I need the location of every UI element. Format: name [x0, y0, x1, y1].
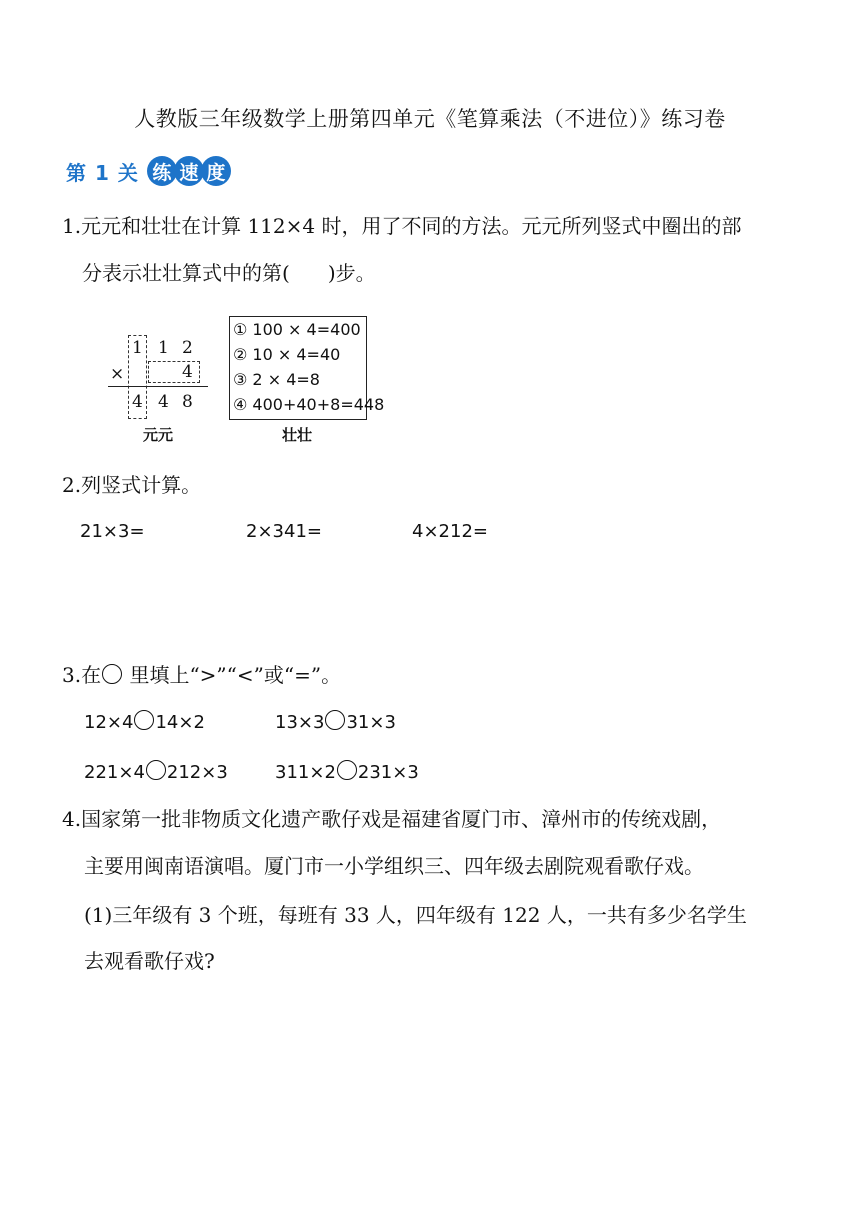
q3-compare-2	[275, 710, 396, 735]
q4-line2: 主要用闽南语演唱。厦门市一小学组织三、四年级去剧院观看歌仔戏。	[84, 854, 704, 878]
step-4: ④ 400+40+8=448	[233, 395, 385, 414]
level-label: 第 1 关	[66, 160, 139, 185]
compare-left: 12×4	[84, 712, 134, 733]
badge-char-1: 练	[147, 156, 177, 186]
q2-item-2: 2×341=	[246, 521, 322, 542]
q2-heading: 2.列竖式计算。	[62, 473, 202, 497]
sum-line	[108, 386, 208, 387]
level-badge	[66, 156, 228, 186]
digit-tens: 1	[158, 338, 169, 358]
compare-circle-input[interactable]	[146, 760, 166, 780]
compare-right: 14×2	[155, 712, 205, 733]
multiply-sign: ×	[110, 364, 125, 384]
step-3: ③ 2 × 4=8	[233, 370, 320, 389]
q3-heading-b: 里填上“>”“<”或“=”。	[123, 663, 342, 687]
vertical-multiplication	[108, 330, 218, 420]
badge-char-3: 度	[201, 156, 231, 186]
compare-right: 212×3	[166, 762, 228, 783]
digit-ones: 2	[182, 338, 193, 358]
compare-circle-input[interactable]	[325, 710, 345, 730]
caption-zhuangzhuang: 壮壮	[282, 426, 313, 444]
q1-line1: 1.元元和壮壮在计算 112×4 时，用了不同的方法。元元所列竖式中圈出的部	[62, 214, 742, 238]
q2-item-1: 21×3=	[80, 521, 145, 542]
step-2: ② 10 × 4=40	[233, 345, 341, 364]
compare-right: 31×3	[346, 712, 396, 733]
compare-right: 231×3	[357, 762, 419, 783]
q1-line2-a: 分表示壮壮算式中的第(	[82, 261, 290, 285]
circle-icon	[102, 664, 122, 684]
compare-left: 13×3	[275, 712, 325, 733]
digit-hundreds: 1	[132, 338, 143, 358]
steps-box	[229, 316, 385, 420]
step-1: ① 100 × 4=400	[233, 320, 361, 339]
badge-char-2: 速	[174, 156, 204, 186]
multiplier-digit: 4	[182, 362, 193, 382]
q4-sub1-line1: (1)三年级有 3 个班，每班有 33 人，四年级有 122 人，一共有多少名学生	[84, 903, 747, 927]
q2-item-3: 4×212=	[412, 521, 488, 542]
q3-compare-1	[84, 710, 205, 735]
compare-circle-input[interactable]	[134, 710, 154, 730]
compare-circle-input[interactable]	[337, 760, 357, 780]
page-title: 人教版三年级数学上册第四单元《笔算乘法（不进位）》练习卷	[134, 107, 726, 131]
q3-compare-4	[275, 760, 419, 785]
q1-line2	[82, 260, 376, 286]
q3-heading-a: 3.在	[62, 663, 102, 687]
compare-left: 221×4	[84, 762, 145, 783]
compare-left: 311×2	[275, 762, 336, 783]
q3-heading	[62, 662, 341, 688]
q4-line1: 4.国家第一批非物质文化遗产歌仔戏是福建省厦门市、漳州市的传统戏剧，	[62, 807, 722, 831]
result-tens: 4	[158, 392, 169, 412]
result-hundreds: 4	[132, 392, 143, 412]
result-ones: 8	[182, 392, 193, 412]
q4-sub1-line2: 去观看歌仔戏?	[84, 949, 215, 973]
q1-line2-b: )步。	[327, 261, 376, 285]
caption-yuanyuan: 元元	[143, 426, 174, 444]
q3-compare-3	[84, 760, 228, 785]
